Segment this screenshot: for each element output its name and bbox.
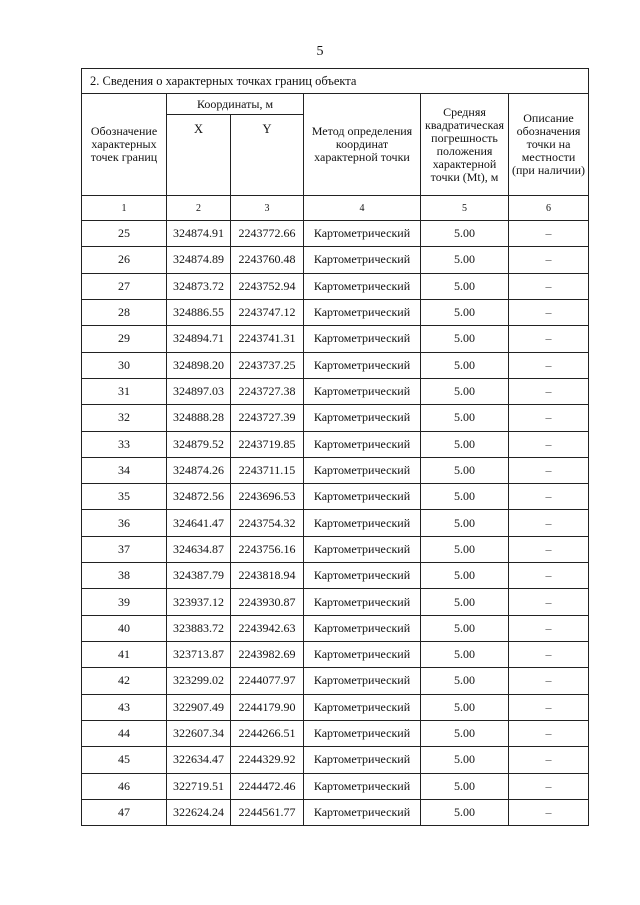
cell-description: – bbox=[509, 799, 589, 825]
cell-x: 324879.52 bbox=[167, 431, 231, 457]
cell-method: Картометрический bbox=[304, 352, 421, 378]
table-row bbox=[82, 536, 589, 562]
cell-error: 5.00 bbox=[421, 536, 509, 562]
section-title-row bbox=[82, 69, 589, 94]
cell-description: – bbox=[509, 352, 589, 378]
cell-y: 2243719.85 bbox=[231, 431, 304, 457]
cell-point: 28 bbox=[82, 299, 167, 325]
cell-point: 29 bbox=[82, 326, 167, 352]
cell-x: 322634.47 bbox=[167, 747, 231, 773]
cell-x: 322624.24 bbox=[167, 799, 231, 825]
cell-description: – bbox=[509, 405, 589, 431]
column-numbers-row bbox=[82, 196, 589, 221]
cell-point: 40 bbox=[82, 615, 167, 641]
table-row bbox=[82, 221, 589, 247]
header-error: Средняя квадратическая погрешность положения характерной точки (Mt), м bbox=[421, 94, 509, 196]
cell-method: Картометрический bbox=[304, 457, 421, 483]
column-number: 2 bbox=[167, 196, 231, 221]
cell-x: 324897.03 bbox=[167, 378, 231, 404]
cell-error: 5.00 bbox=[421, 405, 509, 431]
cell-error: 5.00 bbox=[421, 642, 509, 668]
table-row bbox=[82, 510, 589, 536]
cell-point: 30 bbox=[82, 352, 167, 378]
cell-method: Картометрический bbox=[304, 536, 421, 562]
points-table bbox=[81, 68, 589, 826]
cell-error: 5.00 bbox=[421, 378, 509, 404]
cell-point: 27 bbox=[82, 273, 167, 299]
table-row bbox=[82, 563, 589, 589]
cell-method: Картометрический bbox=[304, 484, 421, 510]
cell-y: 2244077.97 bbox=[231, 668, 304, 694]
cell-y: 2244472.46 bbox=[231, 773, 304, 799]
cell-description: – bbox=[509, 273, 589, 299]
cell-description: – bbox=[509, 720, 589, 746]
cell-point: 25 bbox=[82, 221, 167, 247]
cell-description: – bbox=[509, 747, 589, 773]
cell-description: – bbox=[509, 299, 589, 325]
page-number: 5 bbox=[316, 44, 324, 59]
cell-error: 5.00 bbox=[421, 484, 509, 510]
header-method: Метод определения координат характерной точки bbox=[304, 94, 421, 196]
cell-description: – bbox=[509, 457, 589, 483]
cell-error: 5.00 bbox=[421, 326, 509, 352]
cell-method: Картометрический bbox=[304, 720, 421, 746]
cell-x: 322719.51 bbox=[167, 773, 231, 799]
cell-point: 36 bbox=[82, 510, 167, 536]
cell-error: 5.00 bbox=[421, 510, 509, 536]
cell-x: 324641.47 bbox=[167, 510, 231, 536]
cell-y: 2243727.39 bbox=[231, 405, 304, 431]
cell-error: 5.00 bbox=[421, 694, 509, 720]
cell-method: Картометрический bbox=[304, 799, 421, 825]
cell-x: 324634.87 bbox=[167, 536, 231, 562]
column-number: 1 bbox=[82, 196, 167, 221]
cell-x: 323883.72 bbox=[167, 615, 231, 641]
cell-x: 324387.79 bbox=[167, 563, 231, 589]
cell-y: 2243727.38 bbox=[231, 378, 304, 404]
cell-y: 2243772.66 bbox=[231, 221, 304, 247]
cell-method: Картометрический bbox=[304, 668, 421, 694]
cell-y: 2243756.16 bbox=[231, 536, 304, 562]
cell-x: 324874.89 bbox=[167, 247, 231, 273]
table-row bbox=[82, 299, 589, 325]
cell-description: – bbox=[509, 484, 589, 510]
cell-y: 2243754.32 bbox=[231, 510, 304, 536]
cell-y: 2244561.77 bbox=[231, 799, 304, 825]
cell-point: 45 bbox=[82, 747, 167, 773]
table-row bbox=[82, 642, 589, 668]
cell-x: 324886.55 bbox=[167, 299, 231, 325]
table-row bbox=[82, 615, 589, 641]
cell-y: 2243818.94 bbox=[231, 563, 304, 589]
cell-x: 324872.56 bbox=[167, 484, 231, 510]
column-number: 6 bbox=[509, 196, 589, 221]
table-row bbox=[82, 668, 589, 694]
cell-error: 5.00 bbox=[421, 457, 509, 483]
cell-method: Картометрический bbox=[304, 378, 421, 404]
column-number: 4 bbox=[304, 196, 421, 221]
cell-method: Картометрический bbox=[304, 431, 421, 457]
cell-method: Картометрический bbox=[304, 221, 421, 247]
cell-description: – bbox=[509, 563, 589, 589]
cell-error: 5.00 bbox=[421, 747, 509, 773]
cell-error: 5.00 bbox=[421, 247, 509, 273]
cell-description: – bbox=[509, 510, 589, 536]
header-description: Описание обозначения точки на местности (при наличии) bbox=[509, 94, 589, 196]
cell-y: 2243942.63 bbox=[231, 615, 304, 641]
table-row bbox=[82, 405, 589, 431]
cell-y: 2243982.69 bbox=[231, 642, 304, 668]
table-row bbox=[82, 589, 589, 615]
cell-point: 32 bbox=[82, 405, 167, 431]
cell-error: 5.00 bbox=[421, 668, 509, 694]
cell-error: 5.00 bbox=[421, 299, 509, 325]
cell-y: 2243711.15 bbox=[231, 457, 304, 483]
section-title: 2. Сведения о характерных точках границ объекта bbox=[82, 69, 589, 94]
table-row bbox=[82, 457, 589, 483]
cell-method: Картометрический bbox=[304, 615, 421, 641]
table-row bbox=[82, 484, 589, 510]
cell-point: 39 bbox=[82, 589, 167, 615]
cell-x: 324873.72 bbox=[167, 273, 231, 299]
cell-method: Картометрический bbox=[304, 563, 421, 589]
cell-point: 46 bbox=[82, 773, 167, 799]
cell-method: Картометрический bbox=[304, 773, 421, 799]
cell-method: Картометрический bbox=[304, 247, 421, 273]
cell-point: 41 bbox=[82, 642, 167, 668]
cell-description: – bbox=[509, 668, 589, 694]
cell-error: 5.00 bbox=[421, 589, 509, 615]
cell-method: Картометрический bbox=[304, 694, 421, 720]
cell-x: 322607.34 bbox=[167, 720, 231, 746]
cell-error: 5.00 bbox=[421, 773, 509, 799]
cell-method: Картометрический bbox=[304, 747, 421, 773]
cell-point: 37 bbox=[82, 536, 167, 562]
cell-point: 47 bbox=[82, 799, 167, 825]
table-row bbox=[82, 247, 589, 273]
table-row bbox=[82, 694, 589, 720]
cell-description: – bbox=[509, 773, 589, 799]
cell-point: 42 bbox=[82, 668, 167, 694]
cell-y: 2243760.48 bbox=[231, 247, 304, 273]
header-coords: Координаты, м bbox=[167, 94, 304, 115]
cell-point: 35 bbox=[82, 484, 167, 510]
cell-description: – bbox=[509, 615, 589, 641]
cell-y: 2243737.25 bbox=[231, 352, 304, 378]
cell-x: 324898.20 bbox=[167, 352, 231, 378]
cell-error: 5.00 bbox=[421, 799, 509, 825]
cell-x: 323713.87 bbox=[167, 642, 231, 668]
cell-method: Картометрический bbox=[304, 273, 421, 299]
cell-y: 2244266.51 bbox=[231, 720, 304, 746]
cell-error: 5.00 bbox=[421, 221, 509, 247]
cell-description: – bbox=[509, 694, 589, 720]
cell-y: 2243741.31 bbox=[231, 326, 304, 352]
header-x: X bbox=[167, 115, 231, 196]
cell-x: 323937.12 bbox=[167, 589, 231, 615]
cell-x: 322907.49 bbox=[167, 694, 231, 720]
cell-method: Картометрический bbox=[304, 405, 421, 431]
cell-error: 5.00 bbox=[421, 615, 509, 641]
table-row bbox=[82, 799, 589, 825]
cell-point: 44 bbox=[82, 720, 167, 746]
header-row bbox=[82, 94, 589, 115]
cell-x: 324894.71 bbox=[167, 326, 231, 352]
column-number: 3 bbox=[231, 196, 304, 221]
cell-x: 323299.02 bbox=[167, 668, 231, 694]
cell-y: 2243747.12 bbox=[231, 299, 304, 325]
cell-description: – bbox=[509, 431, 589, 457]
cell-point: 33 bbox=[82, 431, 167, 457]
cell-point: 38 bbox=[82, 563, 167, 589]
cell-description: – bbox=[509, 642, 589, 668]
cell-error: 5.00 bbox=[421, 563, 509, 589]
cell-x: 324874.91 bbox=[167, 221, 231, 247]
cell-method: Картометрический bbox=[304, 326, 421, 352]
cell-description: – bbox=[509, 536, 589, 562]
table-row bbox=[82, 273, 589, 299]
cell-y: 2243930.87 bbox=[231, 589, 304, 615]
cell-description: – bbox=[509, 221, 589, 247]
cell-x: 324874.26 bbox=[167, 457, 231, 483]
table-row bbox=[82, 747, 589, 773]
cell-x: 324888.28 bbox=[167, 405, 231, 431]
cell-error: 5.00 bbox=[421, 273, 509, 299]
table-row bbox=[82, 773, 589, 799]
table-row bbox=[82, 431, 589, 457]
cell-description: – bbox=[509, 326, 589, 352]
cell-y: 2243752.94 bbox=[231, 273, 304, 299]
cell-error: 5.00 bbox=[421, 352, 509, 378]
cell-point: 34 bbox=[82, 457, 167, 483]
header-point: Обозначение характерных точек границ bbox=[82, 94, 167, 196]
table-body bbox=[82, 221, 589, 826]
cell-description: – bbox=[509, 378, 589, 404]
cell-error: 5.00 bbox=[421, 431, 509, 457]
cell-method: Картометрический bbox=[304, 510, 421, 536]
cell-y: 2243696.53 bbox=[231, 484, 304, 510]
cell-method: Картометрический bbox=[304, 299, 421, 325]
cell-description: – bbox=[509, 589, 589, 615]
table-row bbox=[82, 378, 589, 404]
table-row bbox=[82, 352, 589, 378]
table-row bbox=[82, 720, 589, 746]
cell-description: – bbox=[509, 247, 589, 273]
column-number: 5 bbox=[421, 196, 509, 221]
header-y: Y bbox=[231, 115, 304, 196]
cell-method: Картометрический bbox=[304, 589, 421, 615]
cell-point: 26 bbox=[82, 247, 167, 273]
cell-y: 2244179.90 bbox=[231, 694, 304, 720]
cell-error: 5.00 bbox=[421, 720, 509, 746]
cell-y: 2244329.92 bbox=[231, 747, 304, 773]
table-row bbox=[82, 326, 589, 352]
cell-point: 43 bbox=[82, 694, 167, 720]
cell-point: 31 bbox=[82, 378, 167, 404]
cell-method: Картометрический bbox=[304, 642, 421, 668]
